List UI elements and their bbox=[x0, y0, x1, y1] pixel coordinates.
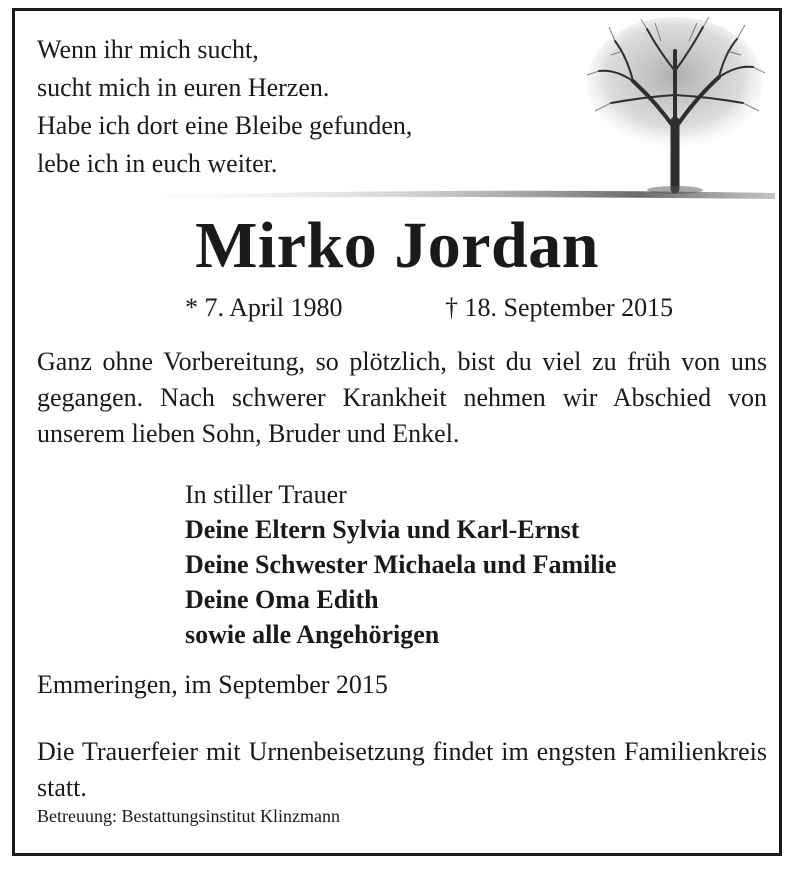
poem bbox=[37, 31, 412, 183]
poem-line: sucht mich in euren Herzen. bbox=[37, 73, 330, 102]
mourner-name: Deine Oma Edith bbox=[185, 585, 379, 614]
birth-date: * 7. April 1980 bbox=[185, 293, 343, 322]
mourners-intro: In stiller Trauer bbox=[185, 480, 347, 509]
poem-line: lebe ich in euch weiter. bbox=[37, 149, 278, 178]
ceremony-note: Die Trauerfeier mit Urnenbeisetzung findet im engsten Familienkreis statt. bbox=[37, 737, 767, 802]
funeral-home-credit: Betreuung: Bestattungsinstitut Klinzmann bbox=[37, 806, 340, 826]
poem-line: Habe ich dort eine Bleibe gefunden, bbox=[37, 111, 413, 140]
place-date: Emmeringen, im September 2015 bbox=[37, 670, 388, 699]
farewell-message: Ganz ohne Vorbereitung, so plötzlich, bist du viel zu früh von uns gegangen. Nach schwerer Krankheit nehmen wir Abschied von unserem lieben Sohn, Bruder und Enkel. bbox=[37, 347, 767, 448]
mourner-name: Deine Eltern Sylvia und Karl-Ernst bbox=[185, 515, 580, 544]
mourners-block bbox=[185, 477, 616, 652]
poem-line: Wenn ihr mich sucht, bbox=[37, 35, 259, 64]
mourner-name: sowie alle Angehörigen bbox=[185, 620, 440, 649]
tree-icon bbox=[575, 11, 775, 201]
deceased-name: Mirko Jordan bbox=[195, 209, 599, 282]
death-date: † 18. September 2015 bbox=[445, 293, 674, 322]
mourner-name: Deine Schwester Michaela und Familie bbox=[185, 550, 617, 579]
obituary-card bbox=[12, 8, 782, 856]
